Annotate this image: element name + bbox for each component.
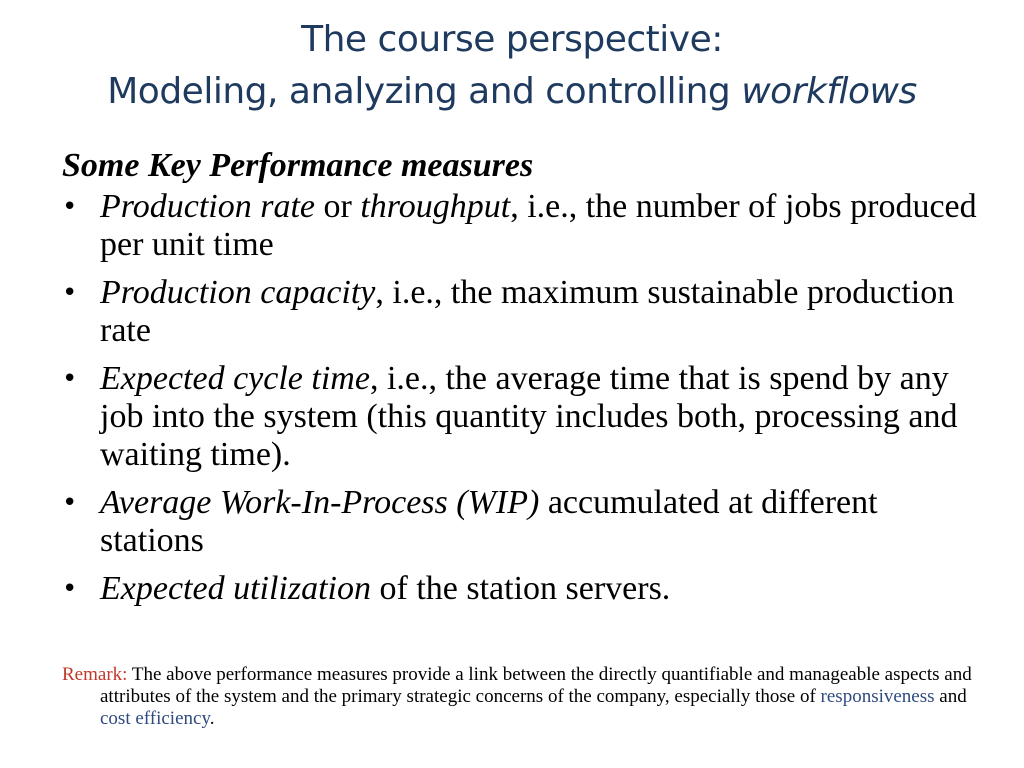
- definition-text: , i.e., the maximum sustainable production rate: [100, 274, 955, 349]
- bullet-icon: •: [62, 574, 78, 604]
- term: Production capacity: [100, 274, 376, 311]
- section-heading: Some Key Performance measures: [62, 147, 534, 184]
- title-line-2-text: Modeling, analyzing and controlling: [107, 71, 742, 112]
- title-line-2: [40, 66, 984, 118]
- bullet-list: [62, 188, 982, 608]
- definition-text: , i.e., the number of jobs produced per unit time: [100, 188, 977, 263]
- slide-title: [40, 14, 984, 118]
- term: Expected utilization: [100, 570, 371, 607]
- keyword-cost-efficiency: cost efficiency: [100, 708, 210, 729]
- term: throughput: [360, 188, 511, 225]
- term: Production rate: [100, 188, 315, 225]
- bullet-icon: •: [62, 488, 78, 518]
- title-line-1: The course perspective:: [301, 19, 723, 60]
- term: Average Work-In-Process (WIP): [100, 484, 540, 521]
- connector-text: or: [315, 188, 361, 225]
- bullet-item-average-wip: [62, 484, 982, 560]
- remark-text: .: [209, 708, 215, 729]
- bullet-icon: •: [62, 364, 78, 394]
- remark-note: [62, 664, 980, 730]
- slide-body: [62, 146, 982, 618]
- remark-text: The above performance measures provide a link between the directly quantifiable and manageable aspects and attributes of the system and the primary strategic concerns of the company, especially those of: [100, 664, 972, 707]
- remark-text: and: [934, 686, 967, 707]
- definition-text: , i.e., the average time that is spend by any job into the system (this quantity includes both, processing and waiting time).: [100, 360, 958, 473]
- term: Expected cycle time: [100, 360, 370, 397]
- bullet-icon: •: [62, 192, 78, 222]
- keyword-responsiveness: responsiveness: [820, 686, 935, 707]
- bullet-item-expected-cycle-time: [62, 360, 982, 474]
- definition-text: of the station servers.: [371, 570, 671, 607]
- bullet-item-production-capacity: [62, 274, 982, 350]
- remark-label: Remark:: [62, 664, 128, 685]
- definition-text: accumulated at different stations: [100, 484, 878, 559]
- bullet-item-production-rate: [62, 188, 982, 264]
- bullet-item-expected-utilization: [62, 570, 982, 608]
- title-line-2-emphasis: workflows: [741, 71, 917, 112]
- bullet-icon: •: [62, 278, 78, 308]
